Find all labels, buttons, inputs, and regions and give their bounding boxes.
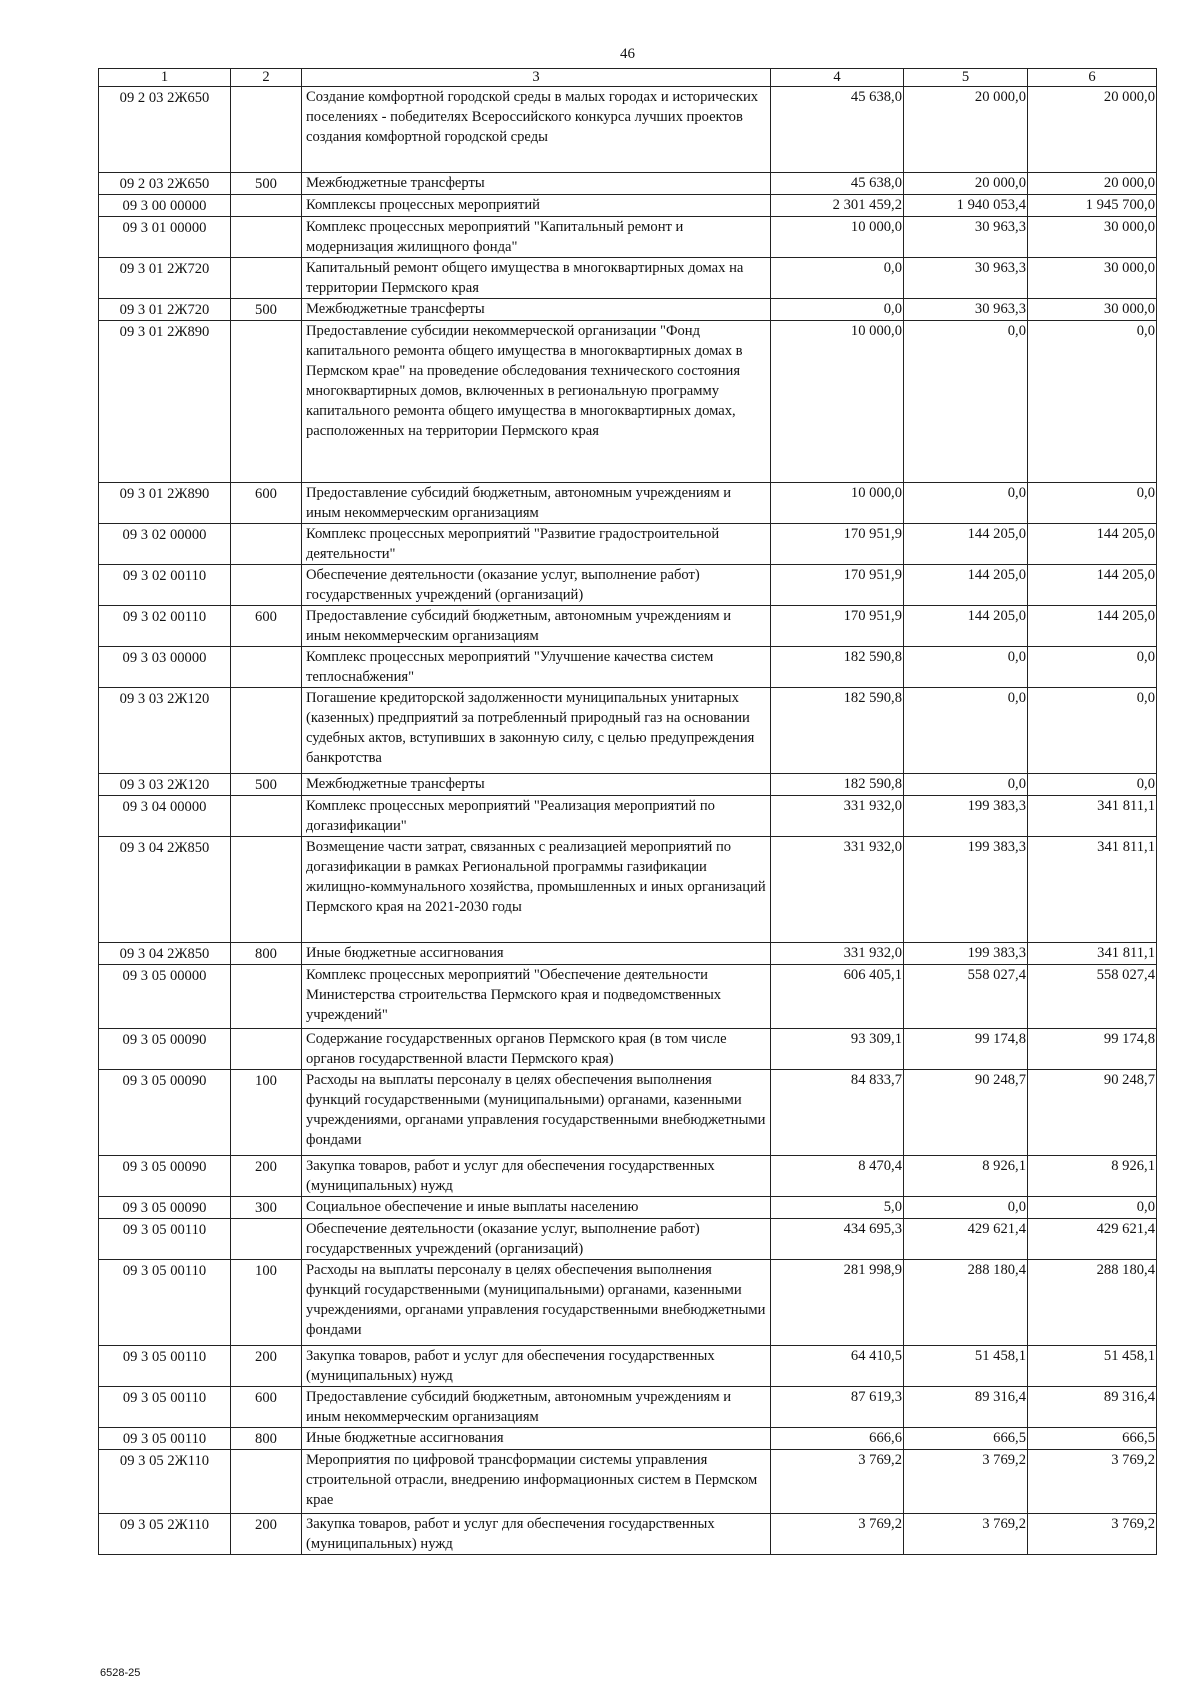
row-value-5: 144 205,0 [904, 606, 1028, 647]
header-col-1: 1 [99, 69, 231, 87]
table-row [99, 774, 1157, 796]
row-code: 09 3 02 00000 [99, 524, 231, 565]
row-value-4: 2 301 459,2 [771, 195, 904, 217]
row-name: Обеспечение деятельности (оказание услуг, выполнение работ) государственных учреждений (организаций) [302, 565, 771, 606]
row-type: 100 [231, 1070, 302, 1156]
row-name: Комплекс процессных мероприятий "Улучшение качества систем теплоснабжения" [302, 647, 771, 688]
row-value-4: 170 951,9 [771, 524, 904, 565]
table-row [99, 1219, 1157, 1260]
row-value-6: 288 180,4 [1028, 1260, 1157, 1346]
row-name: Иные бюджетные ассигнования [302, 1428, 771, 1450]
row-value-6: 8 926,1 [1028, 1156, 1157, 1197]
table-row [99, 943, 1157, 965]
row-type [231, 217, 302, 258]
row-type [231, 321, 302, 483]
row-type: 500 [231, 299, 302, 321]
row-value-6: 89 316,4 [1028, 1387, 1157, 1428]
row-type [231, 688, 302, 774]
row-value-5: 20 000,0 [904, 87, 1028, 173]
row-type [231, 524, 302, 565]
table-row [99, 1260, 1157, 1346]
row-value-5: 3 769,2 [904, 1514, 1028, 1555]
row-value-6: 341 811,1 [1028, 837, 1157, 943]
row-type: 600 [231, 483, 302, 524]
table-row [99, 796, 1157, 837]
table-row [99, 1387, 1157, 1428]
row-name: Социальное обеспечение и иные выплаты населению [302, 1197, 771, 1219]
row-value-4: 281 998,9 [771, 1260, 904, 1346]
row-value-6: 0,0 [1028, 647, 1157, 688]
row-value-5: 51 458,1 [904, 1346, 1028, 1387]
row-value-5: 30 963,3 [904, 299, 1028, 321]
table-row [99, 837, 1157, 943]
row-value-4: 331 932,0 [771, 943, 904, 965]
row-code: 09 2 03 2Ж650 [99, 87, 231, 173]
row-type [231, 837, 302, 943]
row-name: Закупка товаров, работ и услуг для обеспечения государственных (муниципальных) нужд [302, 1156, 771, 1197]
row-name: Содержание государственных органов Пермского края (в том числе органов государственной власти Пермского края) [302, 1029, 771, 1070]
row-value-4: 182 590,8 [771, 688, 904, 774]
table-row [99, 217, 1157, 258]
row-code: 09 3 05 2Ж110 [99, 1514, 231, 1555]
row-name: Погашение кредиторской задолженности муниципальных унитарных (казенных) предприятий за потребленный природный газ на основании судебных актов, вступивших в законную силу, с целью предупреждения банкротства [302, 688, 771, 774]
row-type: 800 [231, 1428, 302, 1450]
row-name: Предоставление субсидии некоммерческой организации "Фонд капитального ремонта общего имущества в многоквартирных домах в Пермском крае" на проведение обследования технического состояния многоквартирных домов, включенных в региональную программу капитального ремонта общего имущества в многоквартирных домах, расположенных на территории Пермского края [302, 321, 771, 483]
row-name: Комплекс процессных мероприятий "Развитие градостроительной деятельности" [302, 524, 771, 565]
row-code: 09 3 05 00110 [99, 1387, 231, 1428]
row-name: Возмещение части затрат, связанных с реализацией мероприятий по догазификации в рамках Региональной программы газификации жилищно-коммунального хозяйства, промышленных и иных организаций Пермского края на 2021-2030 годы [302, 837, 771, 943]
row-code: 09 3 01 2Ж720 [99, 299, 231, 321]
row-name: Капитальный ремонт общего имущества в многоквартирных домах на территории Пермского края [302, 258, 771, 299]
row-code: 09 3 01 2Ж890 [99, 483, 231, 524]
row-value-6: 0,0 [1028, 774, 1157, 796]
row-value-4: 170 951,9 [771, 606, 904, 647]
row-value-6: 0,0 [1028, 483, 1157, 524]
row-type: 500 [231, 173, 302, 195]
row-value-4: 170 951,9 [771, 565, 904, 606]
row-code: 09 3 01 2Ж890 [99, 321, 231, 483]
row-name: Межбюджетные трансферты [302, 774, 771, 796]
row-name: Расходы на выплаты персоналу в целях обеспечения выполнения функций государственными (муниципальными) органами, казенными учреждениями, органами управления государственными внебюджетными фондами [302, 1260, 771, 1346]
row-value-4: 64 410,5 [771, 1346, 904, 1387]
row-code: 09 3 01 2Ж720 [99, 258, 231, 299]
row-value-6: 558 027,4 [1028, 965, 1157, 1029]
row-value-4: 93 309,1 [771, 1029, 904, 1070]
table-row [99, 299, 1157, 321]
row-value-5: 30 963,3 [904, 217, 1028, 258]
row-value-4: 3 769,2 [771, 1450, 904, 1514]
row-value-5: 558 027,4 [904, 965, 1028, 1029]
header-col-3: 3 [302, 69, 771, 87]
table-row [99, 1346, 1157, 1387]
table-row [99, 606, 1157, 647]
row-type [231, 1219, 302, 1260]
row-value-4: 666,6 [771, 1428, 904, 1450]
row-value-4: 10 000,0 [771, 217, 904, 258]
row-value-4: 45 638,0 [771, 173, 904, 195]
row-type [231, 1029, 302, 1070]
row-name: Предоставление субсидий бюджетным, автономным учреждениям и иным некоммерческим организациям [302, 1387, 771, 1428]
row-code: 09 3 05 00000 [99, 965, 231, 1029]
row-value-4: 182 590,8 [771, 774, 904, 796]
row-name: Комплекс процессных мероприятий "Обеспечение деятельности Министерства строительства Пермского края и подведомственных учреждений" [302, 965, 771, 1029]
row-code: 09 2 03 2Ж650 [99, 173, 231, 195]
row-value-5: 30 963,3 [904, 258, 1028, 299]
row-value-6: 20 000,0 [1028, 173, 1157, 195]
row-name: Иные бюджетные ассигнования [302, 943, 771, 965]
row-value-5: 0,0 [904, 321, 1028, 483]
row-value-5: 0,0 [904, 1197, 1028, 1219]
row-code: 09 3 01 00000 [99, 217, 231, 258]
row-code: 09 3 05 00090 [99, 1029, 231, 1070]
table-row [99, 173, 1157, 195]
row-value-6: 0,0 [1028, 1197, 1157, 1219]
row-name: Комплекс процессных мероприятий "Реализация мероприятий по догазификации" [302, 796, 771, 837]
table-row [99, 258, 1157, 299]
row-code: 09 3 05 00090 [99, 1156, 231, 1197]
header-col-6: 6 [1028, 69, 1157, 87]
row-value-5: 1 940 053,4 [904, 195, 1028, 217]
row-value-6: 1 945 700,0 [1028, 195, 1157, 217]
row-name: Закупка товаров, работ и услуг для обеспечения государственных (муниципальных) нужд [302, 1346, 771, 1387]
row-type: 300 [231, 1197, 302, 1219]
row-value-4: 3 769,2 [771, 1514, 904, 1555]
table-row [99, 965, 1157, 1029]
document-code: 6528-25 [100, 1667, 141, 1679]
row-value-4: 331 932,0 [771, 837, 904, 943]
row-value-5: 0,0 [904, 647, 1028, 688]
row-type [231, 258, 302, 299]
row-value-5: 0,0 [904, 774, 1028, 796]
row-value-5: 666,5 [904, 1428, 1028, 1450]
budget-table [98, 68, 1157, 1555]
row-type: 200 [231, 1346, 302, 1387]
row-value-5: 89 316,4 [904, 1387, 1028, 1428]
row-value-5: 199 383,3 [904, 943, 1028, 965]
page-number: 46 [620, 46, 635, 62]
row-code: 09 3 05 00090 [99, 1070, 231, 1156]
row-type [231, 965, 302, 1029]
row-type [231, 1450, 302, 1514]
row-value-5: 99 174,8 [904, 1029, 1028, 1070]
row-code: 09 3 03 00000 [99, 647, 231, 688]
row-value-6: 341 811,1 [1028, 943, 1157, 965]
row-value-5: 8 926,1 [904, 1156, 1028, 1197]
row-value-6: 341 811,1 [1028, 796, 1157, 837]
row-value-5: 199 383,3 [904, 796, 1028, 837]
row-value-5: 3 769,2 [904, 1450, 1028, 1514]
row-type: 600 [231, 606, 302, 647]
row-type [231, 87, 302, 173]
table-row [99, 565, 1157, 606]
row-name: Расходы на выплаты персоналу в целях обеспечения выполнения функций государственными (муниципальными) органами, казенными учреждениями, органами управления государственными внебюджетными фондами [302, 1070, 771, 1156]
row-name: Предоставление субсидий бюджетным, автономным учреждениям и иным некоммерческим организациям [302, 606, 771, 647]
row-value-6: 51 458,1 [1028, 1346, 1157, 1387]
header-row [99, 69, 1157, 87]
table-row [99, 483, 1157, 524]
row-type [231, 195, 302, 217]
row-type: 800 [231, 943, 302, 965]
row-value-6: 144 205,0 [1028, 606, 1157, 647]
row-value-5: 429 621,4 [904, 1219, 1028, 1260]
row-name: Межбюджетные трансферты [302, 173, 771, 195]
header-col-5: 5 [904, 69, 1028, 87]
table-row [99, 1070, 1157, 1156]
row-type [231, 565, 302, 606]
row-value-4: 331 932,0 [771, 796, 904, 837]
row-value-4: 5,0 [771, 1197, 904, 1219]
row-code: 09 3 03 2Ж120 [99, 688, 231, 774]
row-code: 09 3 05 00110 [99, 1346, 231, 1387]
row-code: 09 3 00 00000 [99, 195, 231, 217]
row-name: Закупка товаров, работ и услуг для обеспечения государственных (муниципальных) нужд [302, 1514, 771, 1555]
row-value-6: 144 205,0 [1028, 565, 1157, 606]
row-value-6: 20 000,0 [1028, 87, 1157, 173]
row-code: 09 3 05 00110 [99, 1260, 231, 1346]
row-value-4: 10 000,0 [771, 483, 904, 524]
row-type: 200 [231, 1156, 302, 1197]
row-value-4: 434 695,3 [771, 1219, 904, 1260]
table-row [99, 1428, 1157, 1450]
row-value-5: 288 180,4 [904, 1260, 1028, 1346]
row-value-6: 0,0 [1028, 688, 1157, 774]
row-value-6: 30 000,0 [1028, 217, 1157, 258]
row-value-6: 30 000,0 [1028, 299, 1157, 321]
table-row [99, 647, 1157, 688]
row-value-6: 144 205,0 [1028, 524, 1157, 565]
row-value-6: 99 174,8 [1028, 1029, 1157, 1070]
row-value-4: 0,0 [771, 258, 904, 299]
row-code: 09 3 05 00110 [99, 1219, 231, 1260]
row-name: Мероприятия по цифровой трансформации системы управления строительной отрасли, внедрению информационных систем в Пермском крае [302, 1450, 771, 1514]
header-col-4: 4 [771, 69, 904, 87]
row-type: 500 [231, 774, 302, 796]
table-row [99, 1514, 1157, 1555]
row-name: Предоставление субсидий бюджетным, автономным учреждениям и иным некоммерческим организациям [302, 483, 771, 524]
row-value-5: 144 205,0 [904, 524, 1028, 565]
row-value-4: 87 619,3 [771, 1387, 904, 1428]
row-name: Создание комфортной городской среды в малых городах и исторических поселениях - победителях Всероссийского конкурса лучших проектов создания комфортной городской среды [302, 87, 771, 173]
row-code: 09 3 04 00000 [99, 796, 231, 837]
table-row [99, 524, 1157, 565]
row-type [231, 647, 302, 688]
row-value-6: 90 248,7 [1028, 1070, 1157, 1156]
row-type: 100 [231, 1260, 302, 1346]
row-name: Обеспечение деятельности (оказание услуг, выполнение работ) государственных учреждений (организаций) [302, 1219, 771, 1260]
row-value-5: 0,0 [904, 688, 1028, 774]
row-code: 09 3 05 2Ж110 [99, 1450, 231, 1514]
table-row [99, 688, 1157, 774]
row-type [231, 796, 302, 837]
row-value-4: 0,0 [771, 299, 904, 321]
row-code: 09 3 03 2Ж120 [99, 774, 231, 796]
row-value-5: 90 248,7 [904, 1070, 1028, 1156]
row-code: 09 3 02 00110 [99, 565, 231, 606]
row-code: 09 3 04 2Ж850 [99, 837, 231, 943]
row-value-6: 666,5 [1028, 1428, 1157, 1450]
row-value-4: 8 470,4 [771, 1156, 904, 1197]
row-value-4: 182 590,8 [771, 647, 904, 688]
table-row [99, 87, 1157, 173]
row-name: Комплекс процессных мероприятий "Капитальный ремонт и модернизация жилищного фонда" [302, 217, 771, 258]
row-value-4: 45 638,0 [771, 87, 904, 173]
row-code: 09 3 05 00110 [99, 1428, 231, 1450]
row-type: 200 [231, 1514, 302, 1555]
row-value-6: 0,0 [1028, 321, 1157, 483]
row-value-4: 606 405,1 [771, 965, 904, 1029]
row-value-5: 20 000,0 [904, 173, 1028, 195]
row-value-6: 3 769,2 [1028, 1514, 1157, 1555]
row-name: Комплексы процессных мероприятий [302, 195, 771, 217]
table-row [99, 1450, 1157, 1514]
row-value-4: 84 833,7 [771, 1070, 904, 1156]
row-value-5: 144 205,0 [904, 565, 1028, 606]
row-type: 600 [231, 1387, 302, 1428]
table-row [99, 195, 1157, 217]
row-name: Межбюджетные трансферты [302, 299, 771, 321]
row-value-5: 199 383,3 [904, 837, 1028, 943]
table-row [99, 321, 1157, 483]
header-col-2: 2 [231, 69, 302, 87]
row-code: 09 3 05 00090 [99, 1197, 231, 1219]
table-row [99, 1029, 1157, 1070]
row-value-6: 30 000,0 [1028, 258, 1157, 299]
row-code: 09 3 02 00110 [99, 606, 231, 647]
row-value-6: 429 621,4 [1028, 1219, 1157, 1260]
row-value-4: 10 000,0 [771, 321, 904, 483]
row-value-5: 0,0 [904, 483, 1028, 524]
row-code: 09 3 04 2Ж850 [99, 943, 231, 965]
table-row [99, 1156, 1157, 1197]
table-row [99, 1197, 1157, 1219]
row-value-6: 3 769,2 [1028, 1450, 1157, 1514]
